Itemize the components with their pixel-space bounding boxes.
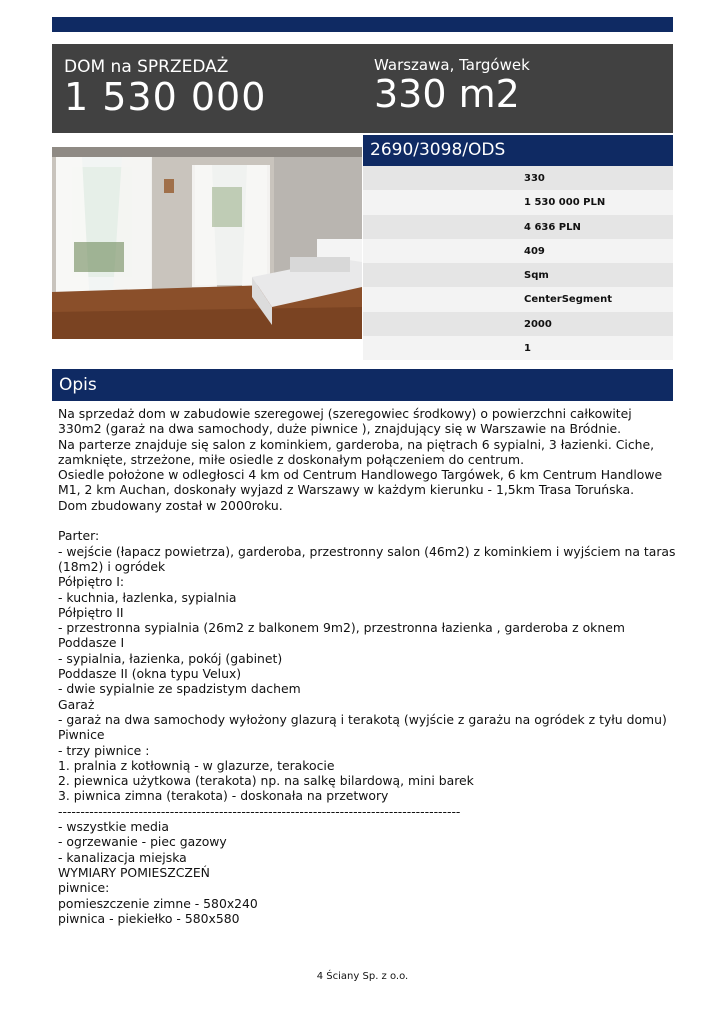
description-line: - sypialnia, łazienka, pokój (gabinet) [58, 650, 283, 666]
description-line: - dwie sypialnie ze spadzistym dachem [58, 681, 301, 697]
details-value: 1 530 000 PLN [524, 197, 606, 209]
reference-bar [363, 135, 673, 166]
description-line: - ogrzewanie - piec gazowy [58, 834, 227, 850]
details-value: Sqm [524, 270, 549, 282]
description-line: - przestronna sypialnia (26m2 z balkonem 9m2), przestronna łazienka , garderoba z oknem [58, 620, 625, 636]
reference-number: 2690/3098/ODS [370, 140, 506, 160]
listing-location: Warszawa, Targówek [374, 56, 530, 74]
details-table [363, 166, 673, 360]
details-value: 2000 [524, 318, 552, 330]
listing-type: DOM na SPRZEDAŻ [64, 57, 229, 77]
details-row [363, 190, 673, 214]
listing-area: 330 m2 [374, 72, 520, 116]
description-line: Poddasze II (okna typu Velux) [58, 666, 242, 682]
description-line: - garaż na dwa samochody wyłożony glazurą i terakotą (wyjście z garażu na ogródek z tyłu domu) [58, 711, 667, 727]
description-line: zamknięte, strzeżone, miłe osiedle z doskonałym połączeniem do centrum. [58, 451, 525, 467]
details-value: 1 [524, 343, 531, 355]
description-line: 330m2 (garaż na dwa samochody, duże piwnice ), znajdujący się w Warszawie na Bródnie. [58, 421, 622, 437]
description-line [58, 513, 670, 528]
property-photo [52, 147, 362, 339]
description-line: piwnice: [58, 880, 110, 896]
details-value: CenterSegment [524, 294, 612, 306]
description-line: Piwnice [58, 727, 105, 743]
description-section-header [52, 369, 673, 401]
description-line: 3. piwnica zimna (terakota) - doskonała na przetwory [58, 788, 389, 804]
description-line: 2. piewnica użytkowa (terakota) np. na salkę bilardową, mini barek [58, 773, 474, 789]
listing-price: 1 530 000 [64, 75, 267, 119]
description-line: (18m2) i ogródek [58, 558, 166, 574]
description-line: Garaż [58, 696, 95, 712]
details-value: 330 [524, 173, 545, 184]
details-row [363, 287, 673, 311]
details-row [363, 166, 673, 190]
description-line: Na parterze znajduje się salon z kominkiem, garderoba, na piętrach 6 sypialni, 3 łazienki. Ciche, [58, 436, 655, 452]
description-line: - wejście (łapacz powietrza), garderoba, przestronny salon (46m2) z kominkiem i wyjściem na taras [58, 543, 676, 559]
description-text [58, 406, 676, 926]
description-line: Parter: [58, 528, 100, 544]
details-row [363, 239, 673, 263]
description-line: pomieszczenie zimne - 580x240 [58, 895, 258, 911]
description-line: M1, 2 km Auchan, doskonały wyjazd z Warszawy w każdym kierunku - 1,5km Trasa Toruńska. [58, 482, 635, 498]
description-line: - kanalizacja miejska [58, 849, 187, 865]
description-section-title: Opis [59, 375, 97, 395]
top-accent-bar [52, 17, 673, 32]
listing-header [52, 44, 673, 133]
details-row [363, 336, 673, 360]
details-row [363, 215, 673, 239]
details-value: 409 [524, 245, 545, 257]
description-line: - trzy piwnice : [58, 742, 150, 758]
description-line: Półpiętro II [58, 604, 124, 620]
description-line: - kuchnia, łazlenka, sypialnia [58, 589, 237, 605]
description-line: - wszystkie media [58, 819, 169, 835]
details-row [363, 263, 673, 287]
description-line: Dom zbudowany został w 2000roku. [58, 497, 283, 513]
description-line: Półpiętro I: [58, 574, 125, 590]
description-line: Poddasze I [58, 635, 125, 651]
description-line: Na sprzedaż dom w zabudowie szeregowej (szeregowiec środkowy) o powierzchni całkowitej [58, 406, 632, 421]
details-row [363, 312, 673, 336]
description-line: 1. pralnia z kotłownią - w glazurze, terakocie [58, 757, 335, 773]
description-line: WYMIARY POMIESZCZEŃ [58, 864, 210, 880]
description-line: ------------------------------------------------------------------------------------------ [58, 803, 461, 819]
description-line: piwnica - piekiełko - 580x580 [58, 910, 240, 926]
description-line: Osiedle położone w odległosci 4 km od Centrum Handlowego Targówek, 6 km Centrum Handlowe [58, 467, 663, 483]
footer-company: 4 Ściany Sp. z o.o. [316, 971, 409, 982]
details-value: 4 636 PLN [524, 221, 581, 233]
